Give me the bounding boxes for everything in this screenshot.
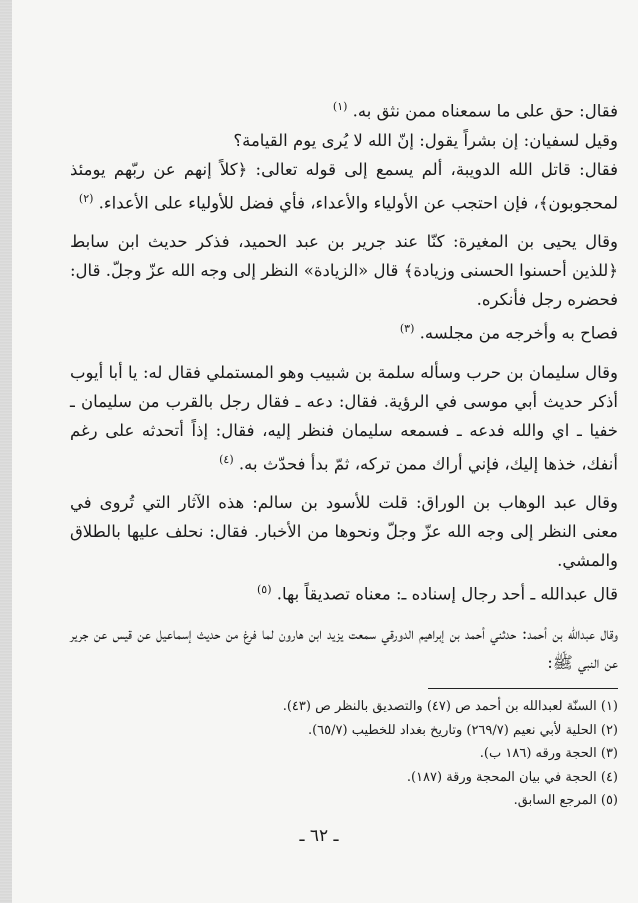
footnote-5: (٥) المرجع السابق.	[513, 793, 618, 808]
paragraph-7: وقال عبد الوهاب بن الوراق: قلت للأسود بن سالم: هذه الآثار التي تُروى في معنى النظر إلى وجه الله عزّ وجلّ ونحوها من الأخبار. فقال: نحلف عليها بالطلاق والمشي.	[70, 493, 618, 570]
page-number: ـ ٦٢ ـ	[299, 826, 339, 846]
footnote-ref: (٢)	[78, 191, 94, 205]
scan-edge	[0, 0, 12, 903]
footnote-ref: (٥)	[257, 583, 272, 596]
paragraph-5: فصاح به وأخرجه من مجلسه. $^{(٣)}$	[399, 322, 618, 343]
paragraph-8: قال عبدالله ـ أحد رجال إسناده ـ: معناه تصديقاً بها. $^{(٥)}$	[257, 583, 618, 604]
footnote-ref: (١)	[332, 100, 348, 113]
footnote-ref: (٤)	[219, 452, 234, 466]
footnote-4: (٤) الحجة في بيان المحجة ورقة (١٨٧).	[406, 769, 618, 785]
paragraph-2: وقيل لسفيان: إن بشراً يقول: إنّ الله لا يُرى يوم القيامة؟	[233, 130, 618, 150]
footnote-3: (٣) الحجة ورقه (١٨٦ ب).	[479, 746, 618, 761]
paragraph-9: وقال عبدالله بن أحمد: حدثني أحمد بن إبراهيم الدورقي سمعت يزيد ابن هارون لما فرغ من حديث إسماعيل عن قيس عن جرير عن النبي ﷺ:	[70, 623, 618, 672]
paragraph-3: فقال: قاتل الله الدويبة، ألم يسمع إلى قوله تعالى: ﴿كلاً إنهم عن ربّهم يومئذ لمحجوبون﴾، فإن احتجب عن الأولياء والأعداء، فأي فضل للأولياء على الأعداء. $^{(٢)}$	[70, 159, 618, 212]
paragraph-1: فقال: حق على ما سمعناه ممن نثق به. $^{(١)}$	[332, 100, 618, 121]
page-body	[70, 92, 618, 677]
footnote-2: (٢) الحلية لأبي نعيم (٢٦٩/٧) وتاريخ بغداد للخطيب (٦٥/٧).	[307, 722, 618, 738]
footnote-ref: (٣)	[399, 322, 415, 335]
footnote-rule	[428, 688, 618, 689]
paragraph-6: وقال سليمان بن حرب وسأله سلمة بن شبيب وهو المستملي فقال له: يا أبا أيوب أذكر حديث أبي موسى في الرؤية. فقال: دعه ـ فقال رجل بالقرب من سليمان ـ خفيا ـ اي والله فدعه ـ فسمعه سليمان فنظر إليه، فقال: إذاً أتحدثه على رغم أنفك، خذها إليك، فإني أراك ممن تركه، ثمّ بدأ فحدّث به. $^{(٤)}$	[70, 362, 618, 473]
footnote-1: (١) السنّة لعبدالله بن أحمد ص (٤٧) والتصديق بالنظر ص (٤٣).	[282, 699, 618, 714]
paragraph-4: وقال يحيى بن المغيرة: كنّا عند جرير بن عبد الحميد، فذكر حديث ابن سابط ﴿للذين أحسنوا الحسنى وزيادة﴾ قال «الزيادة» النظر إلى وجه الله عزّ وجلّ. قال: فحضره رجل فأنكره.	[70, 232, 618, 309]
footnotes	[70, 688, 618, 813]
